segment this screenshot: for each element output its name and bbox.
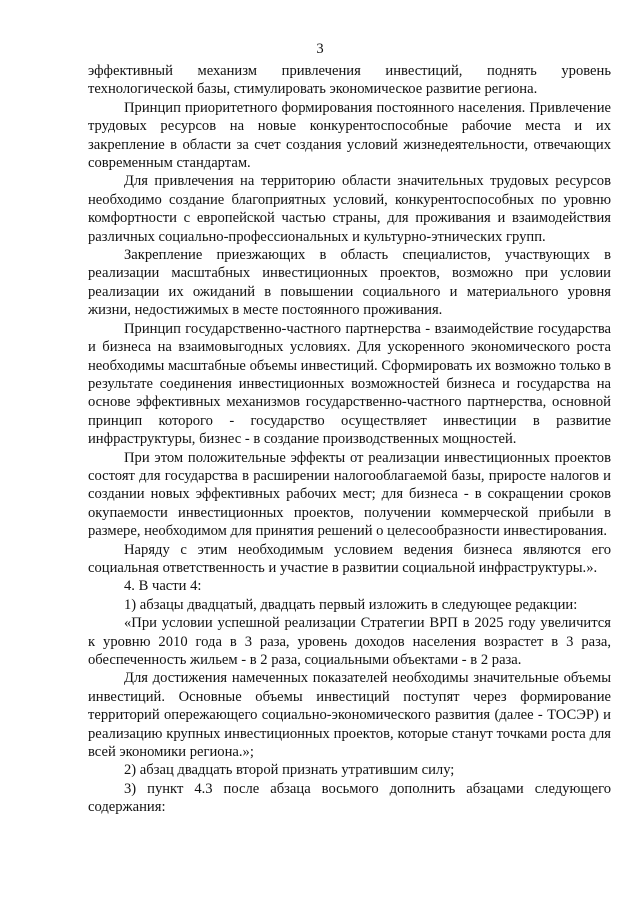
document-body xyxy=(88,62,611,817)
paragraph: Принцип приоритетного формирования постоянного населения. Привлечение трудовых ресурсов на новые конкурентоспособные рабочие места и их закрепление в области за счет создания условий жизнедеятельности, отвечающих современным стандартам. xyxy=(88,99,611,172)
paragraph: эффективный механизм привлечения инвестиций, поднять уровень технологической базы, стимулировать экономическое развитие региона. xyxy=(88,63,611,98)
paragraph: Закрепление приезжающих в область специалистов, участвующих в реализации масштабных инвестиционных проектов, возможно при условии реализации их ожиданий в повышении социального и материального уровня жизни, недостижимых в месте постоянного проживания. xyxy=(88,247,611,319)
list-item: 3) пункт 4.3 после абзаца восьмого дополнить абзацами следующего содержания: xyxy=(88,780,611,816)
list-item: 2) абзац двадцать второй признать утратившим силу; xyxy=(124,762,455,779)
list-item: 4. В части 4: xyxy=(124,578,202,595)
paragraph: Принцип государственно-частного партнерства - взаимодействие государства и бизнеса на взаимовыгодных условиях. Для ускоренного экономического роста необходимы масштабные объемы инвестиций. Сформировать их возможно только в результате соединения инвестиционных возможностей бизнеса и государства на основе эффективных механизмов государственно-частного партнерства, основной принцип которого - государство осуществляет инвестиции в развитие инфраструктуры, бизнес - в создание производственных мощностей. xyxy=(88,320,611,448)
list-item: 1) абзацы двадцатый, двадцать первый изложить в следующее редакции: xyxy=(124,596,578,613)
paragraph: Для привлечения на территорию области значительных трудовых ресурсов необходимо создание благоприятных условий, конкурентоспособных по уровню комфортности с европейской частью страны, для проживания и взаимодействия различных социально-профессиональных и культурно-этнических групп. xyxy=(88,173,611,245)
paragraph: При этом положительные эффекты от реализации инвестиционных проектов состоят для государства в расширении налогооблагаемой базы, приросте налогов и создании новых эффективных рабочих мест; для бизнеса - в сокращении сроков окупаемости инвестиционных проектов, получении коммерческой прибыли в размере, необходимом для принятия решений о целесообразности инвестирования. xyxy=(88,449,611,540)
page-number: 3 xyxy=(316,41,324,57)
quoted-paragraph: «При условии успешной реализации Стратегии ВРП в 2025 году увеличится к уровню 2010 года в 3 раза, уровень доходов населения возрастет в 3 раза, обеспеченность жильем - в 2 раза, социальными объектами - в 2 раза. xyxy=(88,615,611,668)
quoted-paragraph: Для достижения намеченных показателей необходимы значительные объемы инвестиций. Основные объемы инвестиций поступят через формирование территорий опережающего социально-экономического развития (далее - ТОСЭР) и реализацию крупных инвестиционных проектов, которые станут точками роста для всей экономики региона.»; xyxy=(88,670,611,761)
paragraph: Наряду с этим необходимым условием ведения бизнеса являются его социальная ответственность и участие в развитии социальной инфраструктуры.». xyxy=(88,541,611,576)
